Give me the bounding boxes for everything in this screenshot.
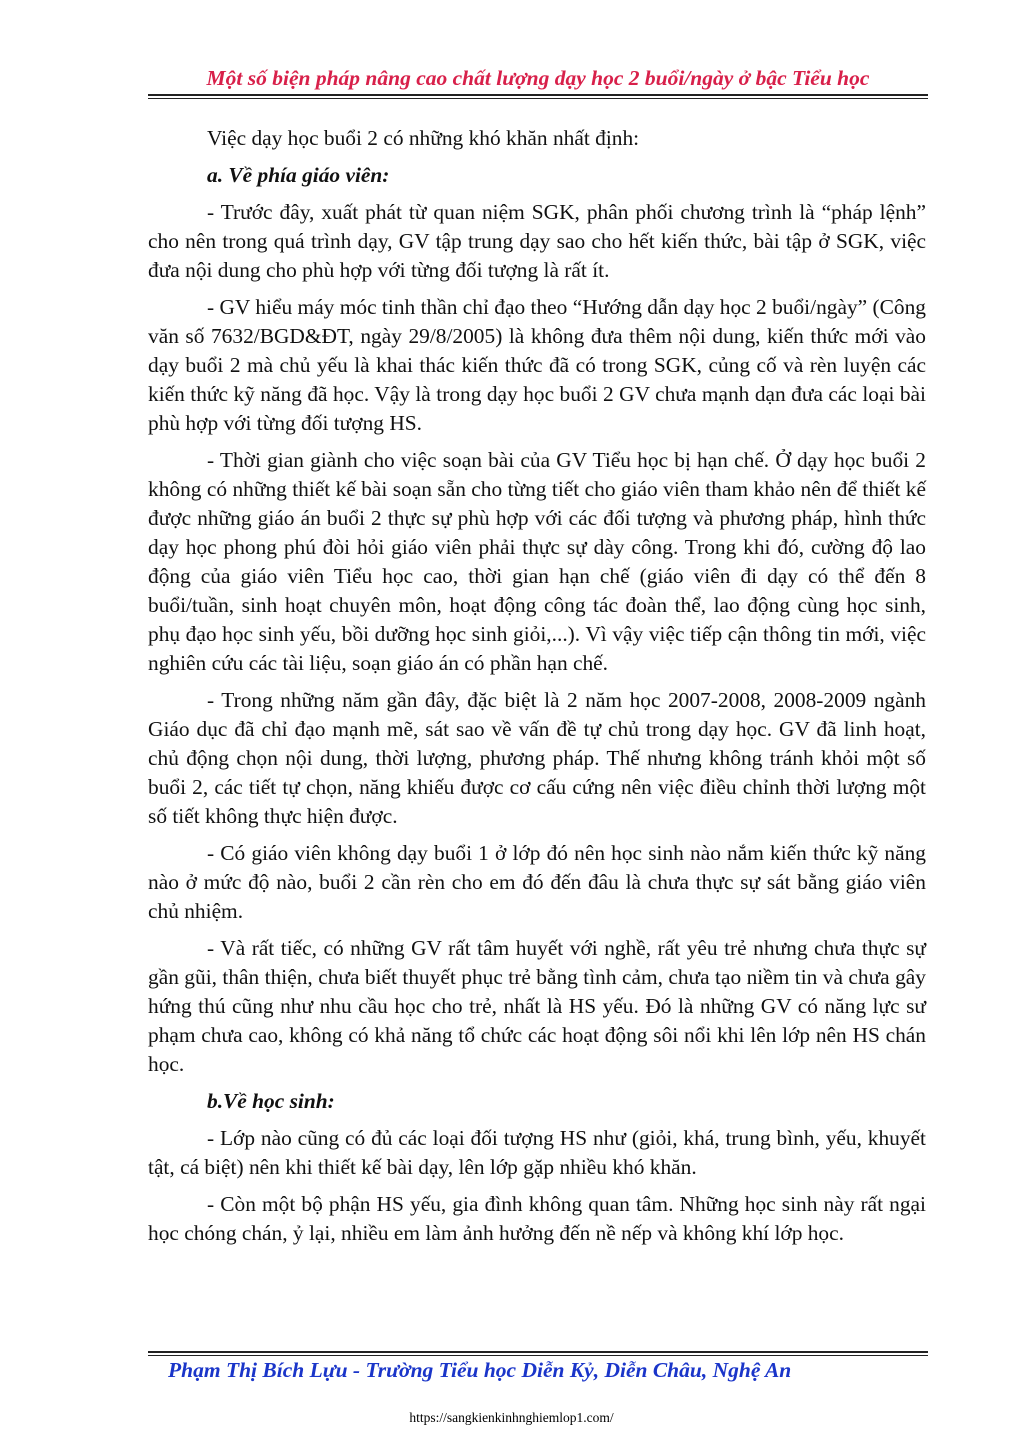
footer-url[interactable]: https://sangkienkinhnghiemlop1.com/ [409,1410,614,1425]
section-a-paragraph-3: - Thời gian giành cho việc soạn bài của GV Tiểu học bị hạn chế. Ở dạy học buổi 2 không có những thiết kế bài soạn sẵn cho từng tiết cho giáo viên tham khảo nên để thiết kế được những giáo án buổi 2 thực sự phù hợp với các đối tượng và phương pháp, hình thức dạy học phong phú đòi hỏi giáo viên phải thực sự dày công. Trong khi đó, cường độ lao động của giáo viên Tiểu học cao, thời gian hạn chế (giáo viên đi dạy có thể đến 8 buổi/tuần, sinh hoạt chuyên môn, hoạt động công tác đoàn thể, lao động cùng học sinh, phụ đạo học sinh yếu, bồi dưỡng học sinh giỏi,...). Vì vậy việc tiếp cận thông tin mới, việc nghiên cứu các tài liệu, soạn giáo án có phần hạn chế. [148,448,926,675]
section-a-paragraph-1: - Trước đây, xuất phát từ quan niệm SGK, phân phối chương trình là “pháp lệnh” cho nên trong quá trình dạy, GV tập trung dạy sao cho hết kiến thức, bài tập ở SGK, việc đưa nội dung cho phù hợp với từng đối tượng là rất ít. [148,200,926,282]
section-b-paragraph-2: - Còn một bộ phận HS yếu, gia đình không quan tâm. Những học sinh này rất ngại học chóng chán, ỷ lại, nhiều em làm ảnh hưởng đến nề nếp và không khí lớp học. [148,1192,926,1245]
intro-paragraph: Việc dạy học buổi 2 có những khó khăn nhất định: [207,126,640,150]
footer-author: Phạm Thị Bích Lựu - Trường Tiểu học Diễn Kỷ, Diễn Châu, Nghệ An [168,1358,792,1382]
section-b-paragraph-1: - Lớp nào cũng có đủ các loại đối tượng HS như (giỏi, khá, trung bình, yếu, khuyết tật, cá biệt) nên khi thiết kế bài dạy, lên lớp gặp nhiều khó khăn. [148,1126,926,1179]
section-a-paragraph-6: - Và rất tiếc, có những GV rất tâm huyết với nghề, rất yêu trẻ nhưng chưa thực sự gần gũi, thân thiện, chưa biết thuyết phục trẻ bằng tình cảm, chưa tạo niềm tin và chưa gây hứng thú cũng như nhu cầu học cho trẻ, nhất là HS yếu. Đó là những GV có năng lực sư phạm chưa cao, không có khả năng tổ chức các hoạt động sôi nổi khi lên lớp nên HS chán học. [148,936,926,1076]
section-a-paragraph-4: - Trong những năm gần đây, đặc biệt là 2 năm học 2007-2008, 2008-2009 ngành Giáo dục đã chỉ đạo mạnh mẽ, sát sao về vấn đề tự chủ trong dạy học. GV đã linh hoạt, chủ động chọn nội dung, thời lượng, phương pháp. Thế nhưng không tránh khỏi một số buổi 2, các tiết tự chọn, năng khiếu được cơ cấu cứng nên việc điều chỉnh thời lượng một số tiết không thực hiện được. [148,688,926,828]
section-a-heading: a. Về phía giáo viên: [207,163,390,187]
section-a-paragraph-5: - Có giáo viên không dạy buổi 1 ở lớp đó nên học sinh nào nắm kiến thức kỹ năng nào ở mức độ nào, buổi 2 cần rèn cho em đó đến đâu là chưa thực sự sát bằng giáo viên chủ nhiệm. [148,841,926,923]
header-divider [148,94,928,99]
document-body [148,124,926,1256]
page-header-title: Một số biện pháp nâng cao chất lượng dạy học 2 buổi/ngày ở bậc Tiểu học [206,66,870,90]
section-b-heading: b.Về học sinh: [207,1089,335,1113]
footer-divider [148,1351,928,1356]
section-a-paragraph-2: - GV hiểu máy móc tinh thần chỉ đạo theo “Hướng dẫn dạy học 2 buổi/ngày” (Công văn số 7632/BGD&ĐT, ngày 29/8/2005) là không đưa thêm nội dung, kiến thức mới vào dạy buổi 2 mà chủ yếu là khai thác kiến thức đã có trong SGK, củng cố và rèn luyện các kiến thức kỹ năng đã học. Vậy là trong dạy học buổi 2 GV chưa mạnh dạn đưa các loại bài phù hợp với từng đối tượng HS. [148,295,926,435]
